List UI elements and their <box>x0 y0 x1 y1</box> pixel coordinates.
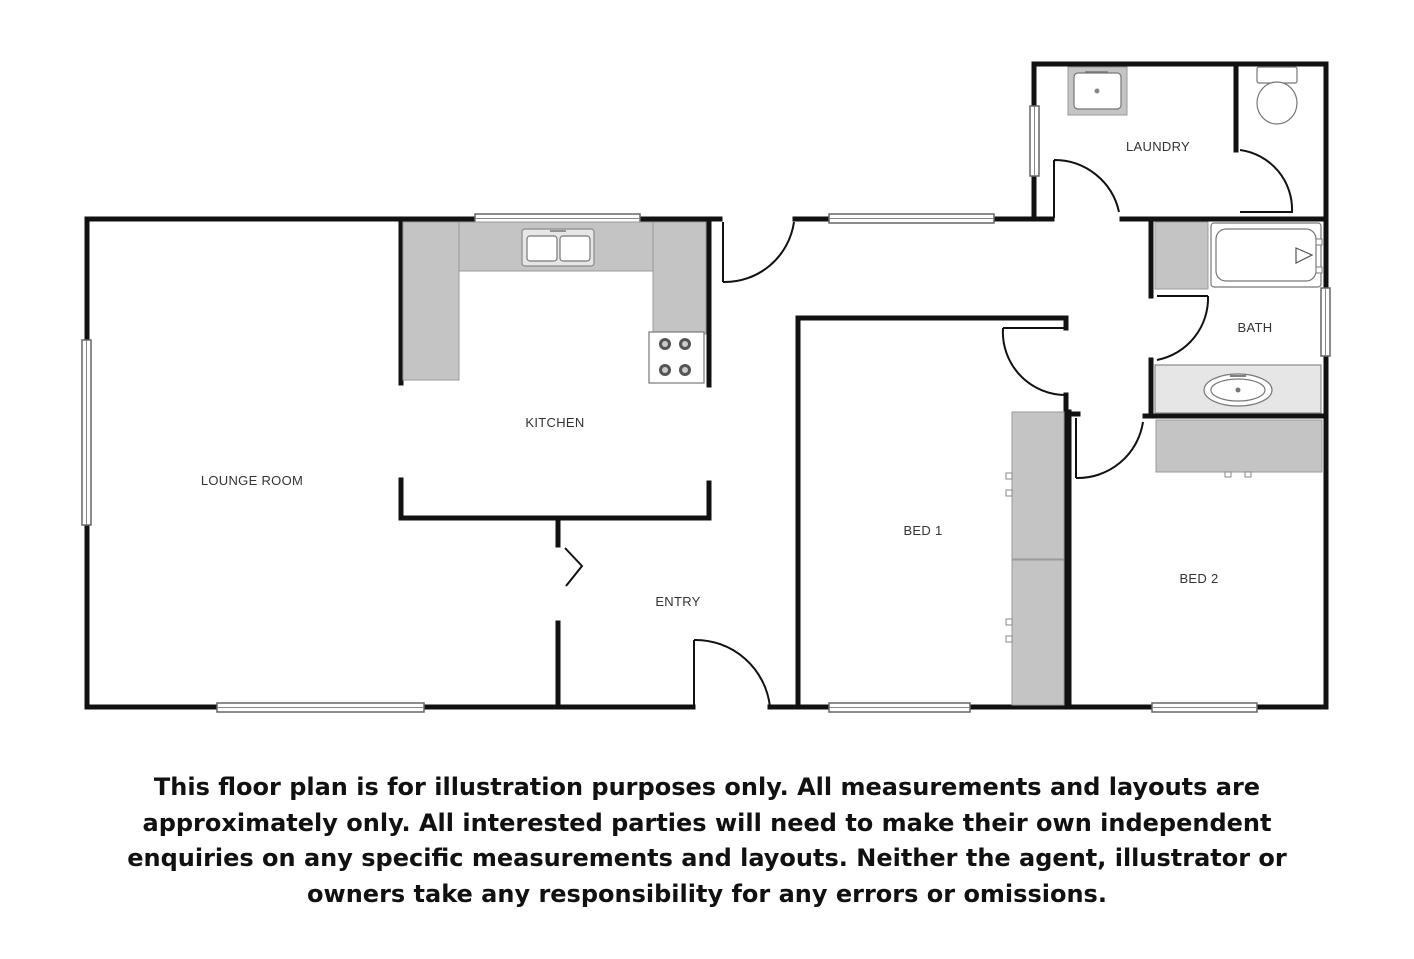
kitchen-fixtures <box>403 222 706 383</box>
door-wc <box>1240 150 1292 212</box>
label-kitchen: KITCHEN <box>525 415 585 430</box>
door-lounge-entry <box>565 548 582 586</box>
door-bed1 <box>1003 328 1066 395</box>
bench-kitchen-left <box>403 222 459 380</box>
bench-kitchen-right <box>653 222 706 334</box>
label-bed-1: BED 1 <box>903 523 943 538</box>
bathtub-icon <box>1211 223 1322 287</box>
wet-area-fixtures <box>1068 67 1322 413</box>
windows <box>82 106 1330 712</box>
wardrobe-bed1-upper <box>1012 412 1064 559</box>
vanity-basin-icon <box>1155 365 1321 413</box>
wardrobes <box>1006 412 1322 705</box>
label-bed-2: BED 2 <box>1179 571 1219 586</box>
label-entry: ENTRY <box>655 594 701 609</box>
door-bath <box>1157 296 1208 360</box>
label-lounge-room: LOUNGE ROOM <box>200 473 304 488</box>
door-front <box>694 640 770 707</box>
bath-cabinet <box>1155 222 1208 289</box>
toilet-icon <box>1257 67 1297 124</box>
disclaimer-text: This floor plan is for illustration purposes only. All measurements and layouts are approximately only. All interested parties will need to make their own independent enquiries on any specific measurements and layouts. Neither the agent, illustrator or owners take any responsibility for any errors or omissions. <box>127 773 1287 908</box>
door-laundry <box>1054 160 1119 218</box>
door-bed2 <box>1076 418 1143 478</box>
label-laundry: LAUNDRY <box>1126 139 1190 154</box>
label-bath: BATH <box>1237 320 1273 335</box>
walls <box>87 64 1326 707</box>
wardrobe-bed2 <box>1156 420 1322 472</box>
cooktop-icon <box>649 332 704 383</box>
door-kitchen-hall <box>723 222 794 282</box>
laundry-tub-icon <box>1068 67 1127 115</box>
kitchen-sink-icon <box>522 229 594 266</box>
room-labels <box>201 139 1273 609</box>
wardrobe-bed1-lower <box>1012 560 1064 705</box>
